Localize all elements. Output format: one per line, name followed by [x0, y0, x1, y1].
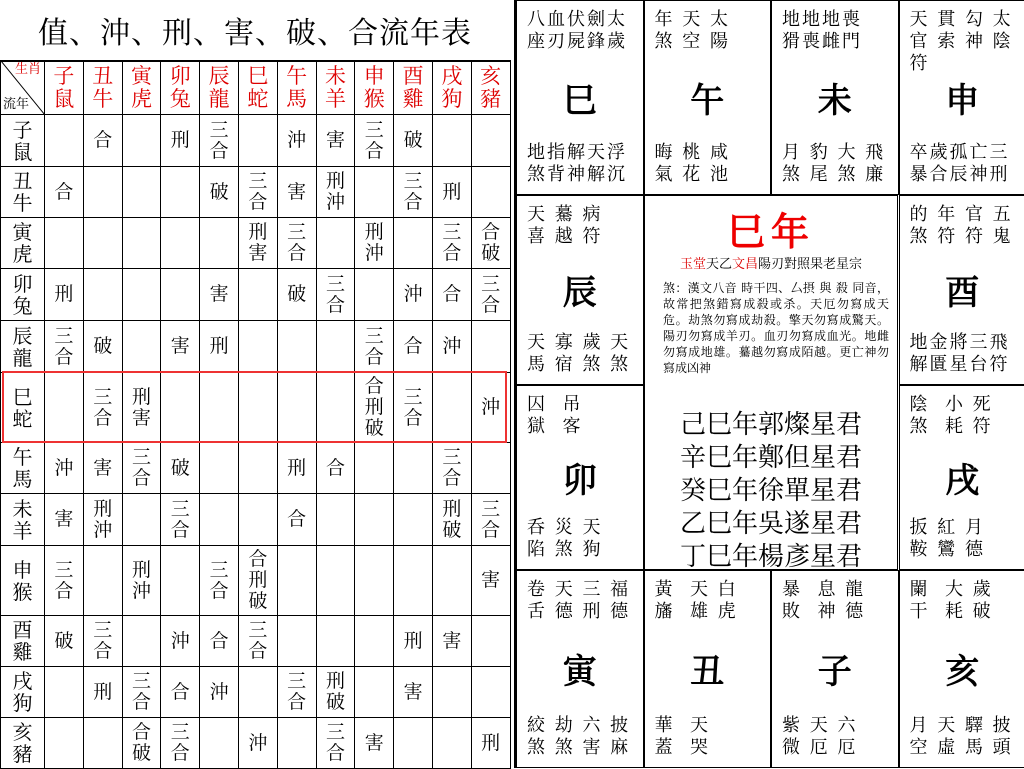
- palace-亥: [899, 570, 1024, 768]
- palace-top-stars: 地地地喪 猾喪雌門: [782, 9, 862, 53]
- table-cell: 三 合: [200, 115, 239, 167]
- table-cell: 害: [471, 546, 510, 616]
- table-cell: 害: [277, 167, 316, 218]
- table-cell: 合: [394, 321, 433, 373]
- palace-子: [771, 570, 899, 768]
- table-row: [1, 616, 511, 667]
- table-cell: [122, 494, 161, 546]
- row-header: 丑 牛: [1, 167, 45, 218]
- table-cell: [122, 218, 161, 269]
- table-cell: [394, 718, 433, 769]
- palace-top-stars: 的 年 官 五 煞 符 符 鬼: [910, 204, 1013, 248]
- table-cell: [355, 269, 394, 321]
- star-god-line: 辛巳年鄭但星君: [645, 442, 897, 475]
- table-row: [1, 443, 511, 494]
- table-row: [1, 218, 511, 269]
- table-cell: [432, 115, 471, 167]
- table-cell: [471, 667, 510, 718]
- palace-branch: 午: [645, 73, 771, 122]
- column-header: 子 鼠: [45, 61, 84, 115]
- table-cell: 三 合: [355, 321, 394, 373]
- table-cell: [394, 218, 433, 269]
- table-cell: 合: [161, 667, 200, 718]
- table-cell: 沖: [277, 115, 316, 167]
- chart-subtitle: 玉堂天乙文昌陽刃對照果老星宗: [645, 253, 897, 272]
- table-cell: 三 合: [394, 373, 433, 443]
- palace-top-stars: 陰 小 死 煞 耗 符: [910, 394, 993, 438]
- table-row: [1, 494, 511, 546]
- table-cell: [122, 616, 161, 667]
- palace-branch: 子: [772, 644, 898, 693]
- palace-bottom-stars: 地金將三飛 解匱星台符: [910, 332, 1010, 376]
- table-cell: 刑 破: [316, 667, 355, 718]
- table-cell: 刑 沖: [355, 218, 394, 269]
- table-cell: [355, 167, 394, 218]
- table-row: [1, 321, 511, 373]
- palace-branch: 丑: [645, 644, 771, 693]
- table-cell: [161, 218, 200, 269]
- palace-top-stars: 八血伏劍太 座刃屍鋒歲: [527, 9, 627, 53]
- table-cell: 三 合: [200, 546, 239, 616]
- palace-top-stars: 囚 吊 獄 客: [527, 394, 582, 438]
- palace-寅: [516, 570, 644, 768]
- table-cell: 沖: [161, 616, 200, 667]
- table-cell: [471, 443, 510, 494]
- table-cell: 刑 害: [122, 373, 161, 443]
- table-cell: [122, 167, 161, 218]
- table-cell: [238, 443, 277, 494]
- table-cell: 刑 沖: [83, 494, 122, 546]
- palace-bottom-stars: 絞 劫 六 披 煞 煞 害 麻: [527, 715, 630, 759]
- table-cell: 破: [45, 616, 84, 667]
- table-cell: 三 合: [277, 667, 316, 718]
- row-header: 酉 雞: [1, 616, 45, 667]
- table-cell: 合 破: [471, 218, 510, 269]
- table-cell: 沖: [394, 269, 433, 321]
- table-cell: 三 合: [238, 616, 277, 667]
- table-cell: [316, 494, 355, 546]
- column-header: 丑 牛: [83, 61, 122, 115]
- palace-戌: [899, 385, 1024, 570]
- table-cell: [200, 218, 239, 269]
- table-cell: [161, 373, 200, 443]
- star-god-line: 丁巳年楊彥星君: [645, 541, 897, 574]
- table-cell: [277, 321, 316, 373]
- column-header: 未 羊: [316, 61, 355, 115]
- table-cell: 三 合: [238, 167, 277, 218]
- table-cell: [161, 167, 200, 218]
- table-cell: 合: [83, 115, 122, 167]
- table-cell: [432, 546, 471, 616]
- corner-cell: [1, 61, 45, 115]
- table-cell: [432, 373, 471, 443]
- table-cell: 三 合: [432, 218, 471, 269]
- table-cell: [200, 373, 239, 443]
- table-cell: 沖: [238, 718, 277, 769]
- table-cell: 刑: [471, 718, 510, 769]
- table-cell: 沖: [45, 443, 84, 494]
- palace-卯: [516, 385, 644, 570]
- column-header: 辰 龍: [200, 61, 239, 115]
- column-header: 申 猴: [355, 61, 394, 115]
- table-cell: [200, 443, 239, 494]
- table-cell: [45, 373, 84, 443]
- star-god-line: 乙巳年吳遂星君: [645, 508, 897, 541]
- palace-bottom-stars: 華 天 蓋 哭: [655, 715, 710, 759]
- table-cell: 三 合: [122, 443, 161, 494]
- table-cell: 三 合: [161, 494, 200, 546]
- chart-title: 巳年: [645, 201, 897, 256]
- table-cell: [45, 667, 84, 718]
- table-cell: [471, 616, 510, 667]
- palace-top-stars: 卷 天 三 福 舌 德 刑 德: [527, 579, 630, 623]
- table-cell: 害: [83, 443, 122, 494]
- table-cell: 害: [161, 321, 200, 373]
- palace-午: [644, 0, 772, 195]
- table-cell: 刑: [161, 115, 200, 167]
- table-cell: 刑: [277, 443, 316, 494]
- table-cell: 合: [277, 494, 316, 546]
- palace-branch: 寅: [517, 644, 643, 693]
- row-header: 卯 兔: [1, 269, 45, 321]
- table-cell: [238, 115, 277, 167]
- table-cell: 破: [200, 167, 239, 218]
- row-header: 申 猴: [1, 546, 45, 616]
- palace-top-stars: 暴 息 龍 敗 神 德: [782, 579, 865, 623]
- table-row: [1, 718, 511, 769]
- table-cell: 三 合: [83, 373, 122, 443]
- table-cell: [45, 218, 84, 269]
- palace-top-stars: 天 驀 病 喜 越 符: [527, 204, 602, 248]
- table-cell: [394, 546, 433, 616]
- table-row: [1, 373, 511, 443]
- palace-branch: 戌: [900, 453, 1024, 502]
- table-cell: [200, 718, 239, 769]
- table-row: [1, 546, 511, 616]
- column-header: 巳 蛇: [238, 61, 277, 115]
- table-cell: [83, 167, 122, 218]
- table-cell: [83, 546, 122, 616]
- table-cell: 合 刑 破: [355, 373, 394, 443]
- corner-label-bottom: 流年: [3, 98, 29, 112]
- table-cell: [161, 546, 200, 616]
- palace-branch: 辰: [517, 265, 643, 314]
- table-cell: [238, 321, 277, 373]
- table-cell: [122, 321, 161, 373]
- table-cell: 合 破: [122, 718, 161, 769]
- palace-bottom-stars: 天 寡 歲 天 馬 宿 煞 煞: [527, 332, 630, 376]
- palace-top-stars: 年 天 太 煞 空 陽: [655, 9, 730, 53]
- year-chart-panel: [514, 0, 1024, 768]
- palace-top-stars: 闌 大 歲 干 耗 破: [910, 579, 993, 623]
- row-header: 巳 蛇: [1, 373, 45, 443]
- table-cell: 三 合: [122, 667, 161, 718]
- palace-branch: 卯: [517, 453, 643, 502]
- table-cell: 破: [394, 115, 433, 167]
- table-cell: [277, 373, 316, 443]
- star-gods-list: [645, 409, 897, 574]
- table-cell: [238, 667, 277, 718]
- palace-巳: [516, 0, 644, 195]
- table-cell: [355, 494, 394, 546]
- column-header: 戌 狗: [432, 61, 471, 115]
- table-cell: [122, 115, 161, 167]
- table-cell: [238, 269, 277, 321]
- table-cell: 三 合: [316, 718, 355, 769]
- palace-酉: [899, 195, 1024, 385]
- table-row: [1, 269, 511, 321]
- table-cell: [471, 167, 510, 218]
- table-cell: [83, 718, 122, 769]
- table-cell: [432, 718, 471, 769]
- table-cell: [355, 667, 394, 718]
- column-header: 酉 雞: [394, 61, 433, 115]
- table-cell: 沖: [471, 373, 510, 443]
- row-header: 子 鼠: [1, 115, 45, 167]
- table-cell: 刑: [394, 616, 433, 667]
- row-header: 午 馬: [1, 443, 45, 494]
- table-cell: 害: [200, 269, 239, 321]
- table-cell: [161, 269, 200, 321]
- row-header: 寅 虎: [1, 218, 45, 269]
- palace-top-stars: 天 貫 勾 太 官 索 神 陰 符: [910, 9, 1013, 75]
- table-cell: 破: [83, 321, 122, 373]
- table-cell: 破: [277, 269, 316, 321]
- palace-申: [899, 0, 1024, 195]
- star-god-line: 癸巳年徐單星君: [645, 475, 897, 508]
- row-header: 辰 龍: [1, 321, 45, 373]
- table-cell: [471, 115, 510, 167]
- table-cell: 刑: [432, 167, 471, 218]
- table-cell: 三 合: [316, 269, 355, 321]
- column-header: 午 馬: [277, 61, 316, 115]
- palace-bottom-stars: 呑 災 天 陷 煞 狗: [527, 517, 602, 561]
- table-cell: 合: [432, 269, 471, 321]
- palace-branch: 酉: [900, 265, 1024, 314]
- table-cell: [45, 115, 84, 167]
- table-cell: 三 合: [471, 269, 510, 321]
- table-cell: 三 合: [277, 218, 316, 269]
- table-cell: 害: [394, 667, 433, 718]
- table-row: [1, 115, 511, 167]
- table-cell: 三 合: [45, 321, 84, 373]
- column-header: 亥 豬: [471, 61, 510, 115]
- table-cell: [355, 443, 394, 494]
- table-cell: 合: [200, 616, 239, 667]
- table-cell: [277, 546, 316, 616]
- table-cell: [316, 546, 355, 616]
- palace-branch: 巳: [517, 73, 643, 122]
- table-cell: [394, 494, 433, 546]
- table-cell: [238, 494, 277, 546]
- row-header: 未 羊: [1, 494, 45, 546]
- column-header: 寅 虎: [122, 61, 161, 115]
- palace-branch: 未: [772, 73, 898, 122]
- table-cell: 害: [432, 616, 471, 667]
- palace-bottom-stars: 晦 桃 咸 氣 花 池: [655, 142, 730, 186]
- table-cell: [122, 269, 161, 321]
- table-cell: [471, 321, 510, 373]
- row-header: 亥 豬: [1, 718, 45, 769]
- table-cell: [394, 443, 433, 494]
- table-cell: [316, 218, 355, 269]
- table-cell: 刑: [45, 269, 84, 321]
- table-cell: 三 合: [471, 494, 510, 546]
- palace-bottom-stars: 紫 天 六 微 厄 厄: [782, 715, 857, 759]
- table-cell: 刑 害: [238, 218, 277, 269]
- table-cell: 破: [161, 443, 200, 494]
- table-cell: [355, 616, 394, 667]
- conflict-table-panel: [0, 0, 510, 768]
- table-cell: [355, 546, 394, 616]
- table-cell: 三 合: [83, 616, 122, 667]
- palace-bottom-stars: 月 豹 大 飛 煞 尾 煞 廉: [782, 142, 885, 186]
- palace-辰: [516, 195, 644, 385]
- table-cell: [277, 616, 316, 667]
- palace-bottom-stars: 扳 紅 月 鞍 鸞 德: [910, 517, 985, 561]
- table-cell: [83, 269, 122, 321]
- table-cell: [238, 373, 277, 443]
- table-title: 值、沖、刑、害、破、合流年表: [0, 0, 510, 62]
- row-header: 戌 狗: [1, 667, 45, 718]
- palace-未: [771, 0, 899, 195]
- table-cell: [316, 616, 355, 667]
- table-cell: [200, 494, 239, 546]
- table-cell: 三 合: [432, 443, 471, 494]
- table-cell: 害: [45, 494, 84, 546]
- table-cell: 害: [316, 115, 355, 167]
- chart-center: [644, 195, 898, 570]
- palace-top-stars: 黃 天 白 旛 雄 虎: [655, 579, 738, 623]
- table-row: [1, 667, 511, 718]
- table-cell: 三 合: [161, 718, 200, 769]
- palace-branch: 亥: [900, 644, 1024, 693]
- table-cell: 沖: [200, 667, 239, 718]
- table-cell: 合 刑 破: [238, 546, 277, 616]
- table-cell: 沖: [432, 321, 471, 373]
- table-cell: [316, 321, 355, 373]
- palace-bottom-stars: 月 天 驛 披 空 虛 馬 頭: [910, 715, 1013, 759]
- table-cell: [432, 667, 471, 718]
- table-cell: [83, 218, 122, 269]
- table-cell: 刑: [83, 667, 122, 718]
- table-cell: [277, 718, 316, 769]
- table-cell: [316, 373, 355, 443]
- table-cell: 刑 沖: [122, 546, 161, 616]
- table-cell: 合: [316, 443, 355, 494]
- table-cell: 三 合: [45, 546, 84, 616]
- table-cell: [45, 718, 84, 769]
- palace-branch: 申: [900, 73, 1024, 122]
- palace-bottom-stars: 地指解天浮 煞背神解沉: [527, 142, 627, 186]
- conflict-table: [0, 60, 511, 769]
- table-cell: 害: [355, 718, 394, 769]
- table-cell: 刑 沖: [316, 167, 355, 218]
- table-cell: 合: [45, 167, 84, 218]
- table-cell: 三 合: [394, 167, 433, 218]
- table-cell: 刑 破: [432, 494, 471, 546]
- table-row: [1, 167, 511, 218]
- corner-label-top: 生肖: [15, 63, 41, 77]
- palace-丑: [644, 570, 772, 768]
- star-god-line: 己巳年郭燦星君: [645, 409, 897, 442]
- column-header: 卯 兔: [161, 61, 200, 115]
- table-cell: 三 合: [355, 115, 394, 167]
- chart-note: 煞：漢文八音 時干四、厶摂 與 殺 同音，故常把煞錯寫成殺或杀。天厄勿寫成天危。劫煞勿寫成劫殺。擎天勿寫成驚天。陽刃勿寫成羊刃。血刃勿寫成血光。地雌勿寫成地雄。驀越勿寫成陌越。更亡神勿寫成凶神: [663, 280, 889, 376]
- table-cell: 刑: [200, 321, 239, 373]
- palace-bottom-stars: 卒歲孤亡三 暴合辰神刑: [910, 142, 1010, 186]
